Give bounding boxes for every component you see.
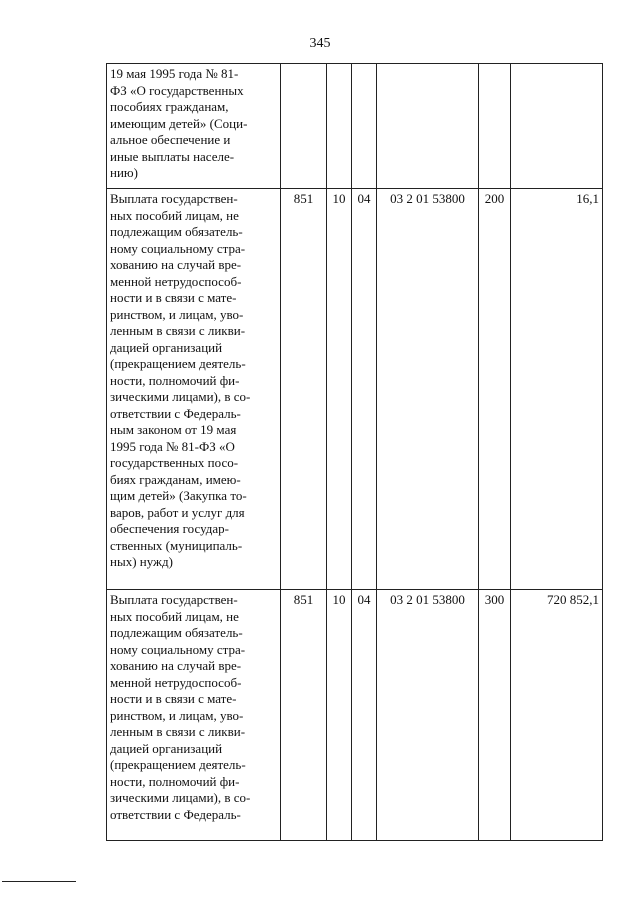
expense-type-cell	[479, 64, 511, 189]
target-article-cell	[377, 64, 479, 189]
expense-type-cell: 200	[479, 189, 511, 590]
ministry-code-cell	[281, 64, 327, 189]
amount-cell	[511, 64, 603, 189]
subsection-code-cell: 04	[352, 189, 377, 590]
subsection-code-cell	[352, 64, 377, 189]
target-article-cell: 03 2 01 53800	[377, 189, 479, 590]
table-row	[107, 189, 603, 590]
table-row	[107, 590, 603, 841]
budget-table	[106, 63, 603, 841]
footnote-divider	[2, 881, 76, 882]
section-code-cell	[327, 64, 352, 189]
target-article-cell: 03 2 01 53800	[377, 590, 479, 841]
expense-name-cell: 19 мая 1995 года № 81- ФЗ «О государственных пособиях гражданам, имеющим детей» (Соци- альное обеспечение и иные выплаты населе- нию)	[107, 64, 281, 189]
table-row	[107, 64, 603, 189]
section-code-cell: 10	[327, 590, 352, 841]
section-code-cell: 10	[327, 189, 352, 590]
subsection-code-cell: 04	[352, 590, 377, 841]
expense-type-cell: 300	[479, 590, 511, 841]
ministry-code-cell: 851	[281, 189, 327, 590]
ministry-code-cell: 851	[281, 590, 327, 841]
expense-name-cell: Выплата государствен- ных пособий лицам, не подлежащим обязатель- ному социальному стра- хованию на случай вре- менной нетрудоспособ- ности и в связи с мате- ринством, и лицам, уво- ленным в связи с ликви- дацией организаций (прекращением деятель- ности, полномочий фи- зическими лицами), в со- ответствии с Федераль-	[107, 590, 281, 841]
page-number: 345	[309, 36, 331, 51]
amount-cell: 720 852,1	[511, 590, 603, 841]
amount-cell: 16,1	[511, 189, 603, 590]
expense-name-cell: Выплата государствен- ных пособий лицам, не подлежащим обязатель- ному социальному стра- хованию на случай вре- менной нетрудоспособ- ности и в связи с мате- ринством, и лицам, уво- ленным в связи с ликви- дацией организаций (прекращением деятель- ности, полномочий фи- зическими лицами), в со- ответствии с Федераль- ным законом от 19 мая 1995 года № 81-ФЗ «О государственных посо- биях гражданам, имею- щим детей» (Закупка то- варов, работ и услуг для обеспечения государ- ственных (муниципаль- ных) нужд)	[107, 189, 281, 590]
